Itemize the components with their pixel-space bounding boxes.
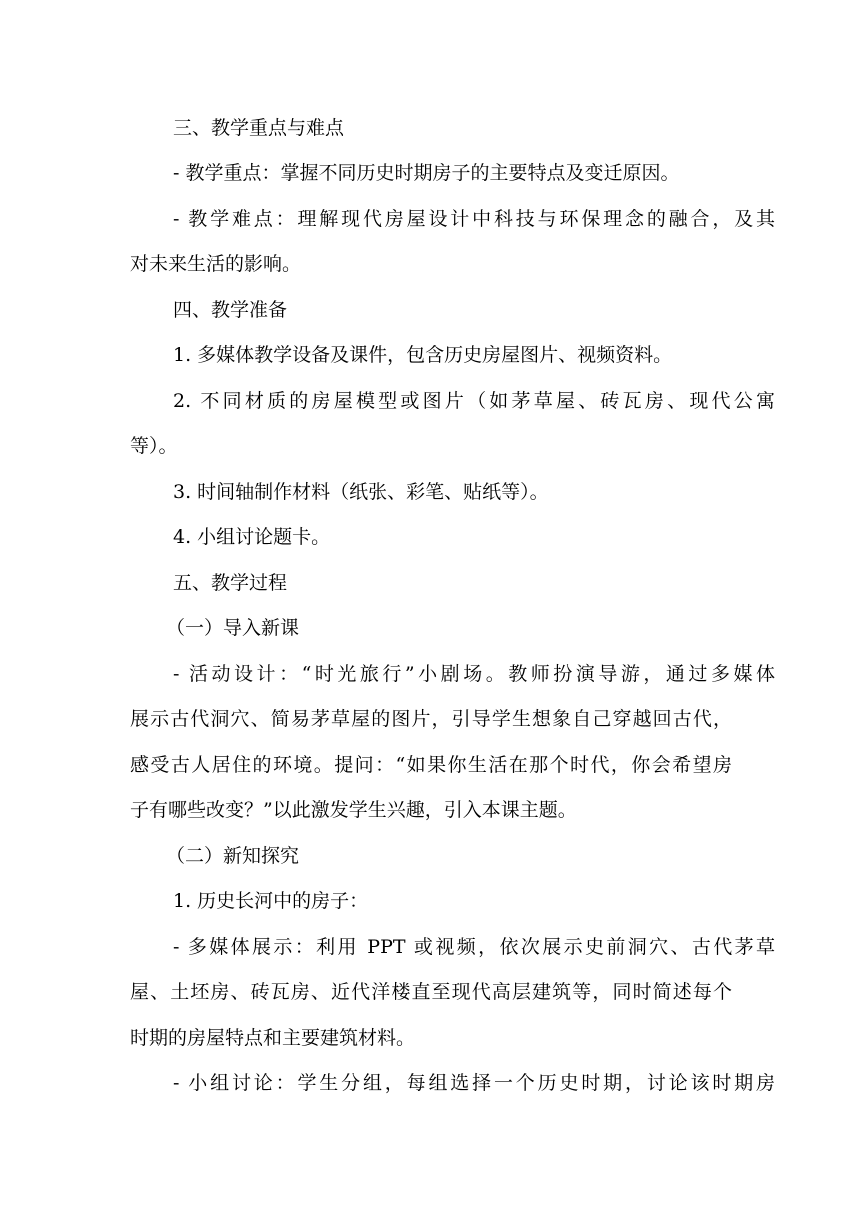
subsection-heading-intro: （一）导入新课 bbox=[166, 617, 300, 639]
subsection-heading-exploration: （二）新知探究 bbox=[166, 845, 300, 867]
list-item: 1. 历史长河中的房子： bbox=[173, 890, 369, 912]
section-heading-preparation: 四、教学准备 bbox=[173, 299, 288, 321]
paragraph-line: 展示古代洞穴、简易茅草屋的图片，引导学生想象自己穿越回古代， bbox=[130, 708, 732, 730]
section-heading-key-points: 三、教学重点与难点 bbox=[173, 117, 345, 139]
paragraph-line: 对未来生活的影响。 bbox=[130, 253, 302, 275]
list-item: 1. 多媒体教学设备及课件，包含历史房屋图片、视频资料。 bbox=[173, 344, 673, 366]
list-item: 3. 时间轴制作材料（纸张、彩笔、贴纸等）。 bbox=[173, 481, 549, 503]
paragraph-line: 子有哪些改变？”以此激发学生兴趣，引入本课主题。 bbox=[130, 799, 577, 821]
paragraph-line: - 教学重点：掌握不同历史时期房子的主要特点及变迁原因。 bbox=[173, 162, 680, 184]
paragraph-line: - 教学难点：理解现代房屋设计中科技与环保理念的融合，及其 bbox=[173, 208, 775, 230]
paragraph-line: - 多媒体展示：利用 PPT 或视频，依次展示史前洞穴、古代茅草 bbox=[173, 936, 775, 958]
paragraph-line: 屋、土坯房、砖瓦房、近代洋楼直至现代高层建筑等，同时简述每个 bbox=[130, 981, 732, 1003]
paragraph-line: 时期的房屋特点和主要建筑材料。 bbox=[130, 1027, 416, 1049]
list-item-continuation: 等）。 bbox=[130, 435, 178, 457]
paragraph-line: - 活动设计：“时光旅行”小剧场。教师扮演导游，通过多媒体 bbox=[173, 663, 775, 685]
list-item: 2. 不同材质的房屋模型或图片（如茅草屋、砖瓦房、现代公寓 bbox=[173, 390, 775, 412]
paragraph-line: - 小组讨论：学生分组，每组选择一个历史时期，讨论该时期房 bbox=[173, 1072, 775, 1094]
section-heading-process: 五、教学过程 bbox=[173, 572, 288, 594]
paragraph-line: 感受古人居住的环境。提问：“如果你生活在那个时代，你会希望房 bbox=[130, 754, 732, 776]
list-item: 4. 小组讨论题卡。 bbox=[173, 526, 331, 548]
